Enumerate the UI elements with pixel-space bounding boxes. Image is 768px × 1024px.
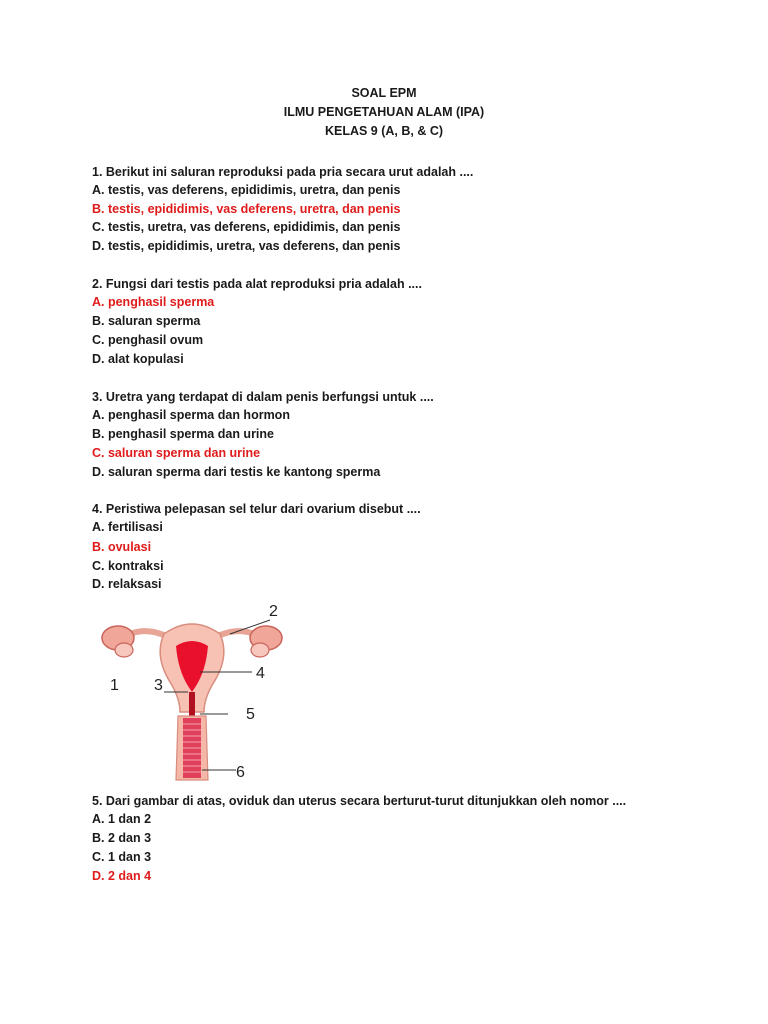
question-2-text: 2. Fungsi dari testis pada alat reproduksi pria adalah .... — [92, 277, 422, 291]
question-1-option-d: D. testis, epididimis, uretra, vas deferens, dan penis — [92, 239, 401, 253]
header-title: SOAL EPM — [351, 86, 417, 100]
question-2-option-a-correct: A. penghasil sperma — [92, 295, 215, 309]
figure-label-4: 4 — [256, 665, 265, 682]
question-5-option-b: B. 2 dan 3 — [92, 831, 152, 845]
female-reproductive-diagram — [92, 598, 292, 782]
figure-label-2: 2 — [269, 603, 278, 620]
figure-label-5: 5 — [246, 706, 255, 723]
question-4-option-d: D. relaksasi — [92, 577, 162, 591]
question-2-option-d: D. alat kopulasi — [92, 352, 184, 366]
header-class: KELAS 9 (A, B, & C) — [324, 124, 444, 138]
document-header — [0, 84, 768, 141]
question-4-option-b-correct: B. ovulasi — [92, 540, 152, 554]
question-3-option-b: B. penghasil sperma dan urine — [92, 427, 274, 441]
figure-label-1: 1 — [110, 677, 119, 694]
question-2-option-b: B. saluran sperma — [92, 314, 201, 328]
uterus-illustration — [92, 598, 292, 782]
cervix-shape — [189, 692, 195, 716]
question-3-option-c-correct: C. saluran sperma dan urine — [92, 446, 261, 460]
right-ovary-shape — [251, 643, 269, 657]
question-1-option-c: C. testis, uretra, vas deferens, epididimis, dan penis — [92, 220, 401, 234]
header-subject: ILMU PENGETAHUAN ALAM (IPA) — [283, 105, 485, 119]
question-4-option-a: A. fertilisasi — [92, 520, 163, 534]
question-1-option-a: A. testis, vas deferens, epididimis, uretra, dan penis — [92, 183, 401, 197]
question-3-option-d: D. saluran sperma dari testis ke kantong sperma — [92, 465, 381, 479]
question-3-option-a: A. penghasil sperma dan hormon — [92, 408, 290, 422]
question-5-option-a: A. 1 dan 2 — [92, 812, 152, 826]
question-5-text: 5. Dari gambar di atas, oviduk dan uterus secara berturut-turut ditunjukkan oleh nomor .... — [92, 794, 627, 808]
question-4-option-c: C. kontraksi — [92, 559, 164, 573]
question-5-option-d-correct: D. 2 dan 4 — [92, 869, 152, 883]
question-3-text: 3. Uretra yang terdapat di dalam penis berfungsi untuk .... — [92, 390, 434, 404]
question-1-option-b-correct: B. testis, epididimis, vas deferens, uretra, dan penis — [92, 202, 401, 216]
figure-label-3: 3 — [154, 677, 163, 694]
figure-label-6: 6 — [236, 764, 245, 781]
left-ovary-shape — [115, 643, 133, 657]
question-5-option-c: C. 1 dan 3 — [92, 850, 152, 864]
question-2-option-c: C. penghasil ovum — [92, 333, 204, 347]
question-4-text: 4. Peristiwa pelepasan sel telur dari ovarium disebut .... — [92, 502, 421, 516]
question-1-text: 1. Berikut ini saluran reproduksi pada pria secara urut adalah .... — [92, 165, 474, 179]
